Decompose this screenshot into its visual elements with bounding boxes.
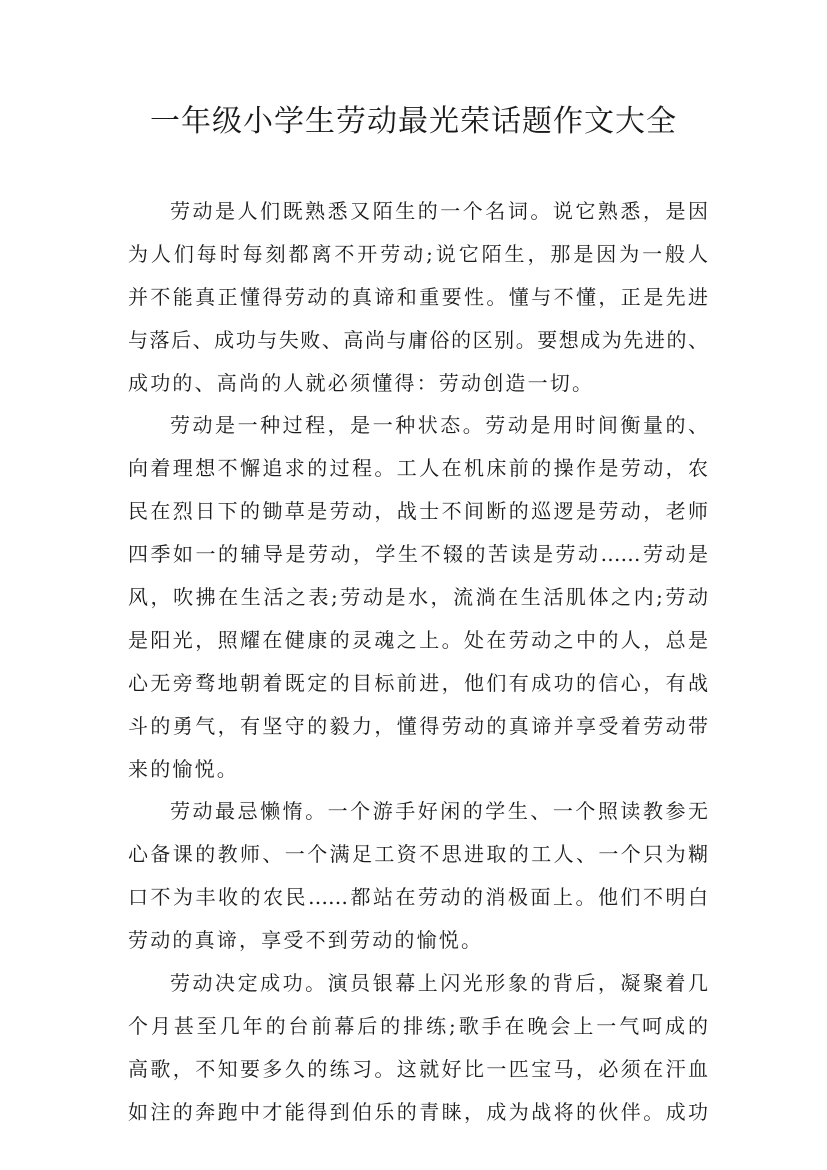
text-line: 与落后、成功与失败、高尚与庸俗的区别。要想成为先进的、 — [128, 327, 708, 352]
text-line: 心备课的教师、一个满足工资不思进取的工人、一个只为糊 — [128, 842, 708, 867]
text-line: 劳动的真谛，享受不到劳动的愉悦。 — [128, 928, 484, 953]
text-line: 成功的、高尚的人就必须懂得：劳动创造一切。 — [128, 370, 595, 395]
text-line: 向着理想不懈追求的过程。工人在机床前的操作是劳动，农 — [128, 456, 708, 481]
text-line: 民在烈日下的锄草是劳动，战士不间断的巡逻是劳动，老师 — [128, 499, 708, 524]
text-line: 个月甚至几年的台前幕后的排练;歌手在晚会上一气呵成的 — [128, 1013, 708, 1038]
document-body — [128, 190, 708, 1134]
text-line: 四季如一的辅导是劳动，学生不辍的苦读是劳动……劳动是 — [128, 542, 708, 567]
text-line: 高歌，不知要多久的练习。这就好比一匹宝马，必须在汗血 — [128, 1056, 708, 1081]
text-line: 斗的勇气，有坚守的毅力，懂得劳动的真谛并享受着劳动带 — [128, 713, 708, 738]
text-line: 劳动是一种过程，是一种状态。劳动是用时间衡量的、 — [170, 413, 708, 438]
text-line: 劳动是人们既熟悉又陌生的一个名词。说它熟悉，是因 — [170, 199, 708, 223]
text-line: 劳动决定成功。演员银幕上闪光形象的背后，凝聚着几 — [170, 971, 708, 996]
text-line: 并不能真正懂得劳动的真谛和重要性。懂与不懂，正是先进 — [128, 284, 708, 309]
text-line: 心无旁骛地朝着既定的目标前进，他们有成功的信心，有战 — [128, 670, 708, 695]
text-line: 口不为丰收的农民……都站在劳动的消极面上。他们不明白 — [128, 885, 708, 910]
text-line: 风，吹拂在生活之表;劳动是水，流淌在生活肌体之内;劳动 — [128, 585, 708, 610]
text-line: 如注的奔跑中才能得到伯乐的青睐，成为战将的伙伴。成功 — [128, 1099, 708, 1124]
text-line: 是阳光，照耀在健康的灵魂之上。处在劳动之中的人，总是 — [128, 627, 708, 652]
text-line: 来的愉悦。 — [128, 756, 239, 781]
document-title: 一年级小学生劳动最光荣话题作文大全 — [150, 104, 677, 139]
text-line: 为人们每时每刻都离不开劳动;说它陌生，那是因为一般人 — [128, 241, 708, 266]
text-line: 劳动最忌懒惰。一个游手好闲的学生、一个照读教参无 — [170, 799, 708, 824]
